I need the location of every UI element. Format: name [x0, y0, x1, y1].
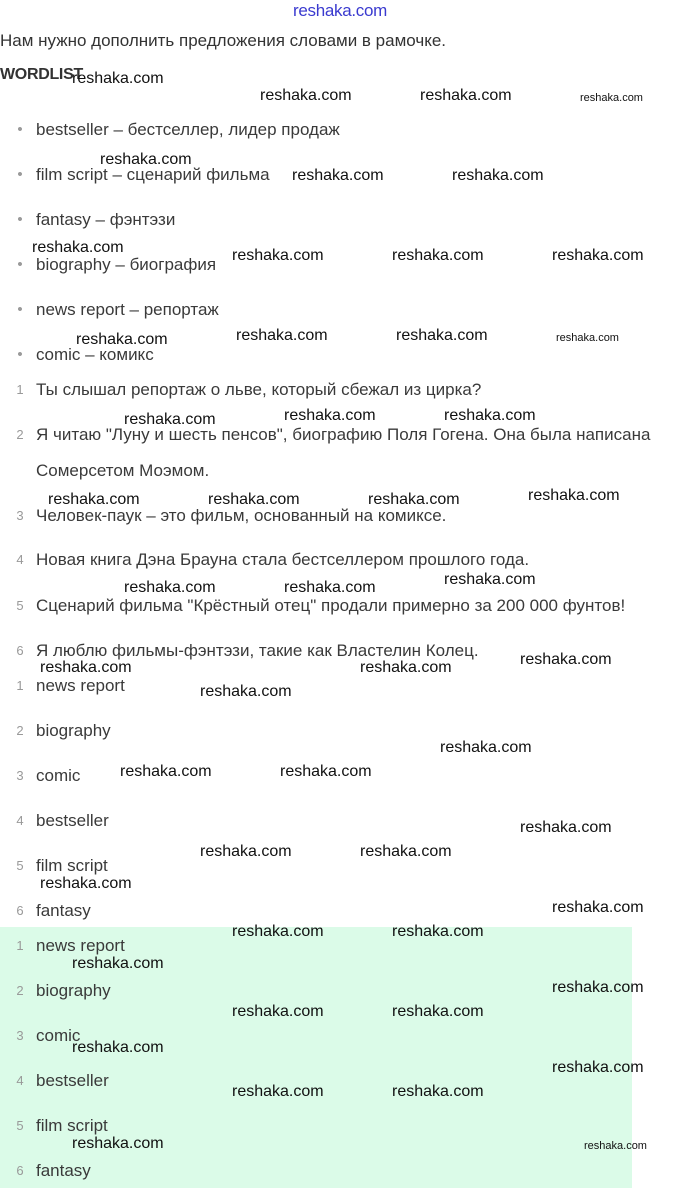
- watermark: reshaka.com: [360, 659, 452, 676]
- bullet-icon: •: [17, 166, 23, 183]
- intro-text: Нам нужно дополнить предложения словами в рамочке.: [0, 31, 447, 50]
- watermark: reshaka.com: [120, 763, 212, 780]
- watermark: reshaka.com: [584, 1140, 647, 1152]
- bullet-icon: •: [17, 346, 23, 363]
- wordlist-title: WORDLIST: [0, 66, 83, 83]
- watermark: reshaka.com: [40, 659, 132, 676]
- watermark: reshaka.com: [392, 1003, 484, 1020]
- watermark: reshaka.com: [552, 247, 644, 264]
- watermark: reshaka.com: [236, 327, 328, 344]
- watermark: reshaka.com: [76, 331, 168, 348]
- watermark: reshaka.com: [260, 87, 352, 104]
- watermark: reshaka.com: [392, 1083, 484, 1100]
- watermark: reshaka.com: [444, 407, 536, 424]
- watermark: reshaka.com: [100, 151, 192, 168]
- watermark: reshaka.com: [396, 327, 488, 344]
- watermark: reshaka.com: [72, 70, 164, 87]
- watermark: reshaka.com: [556, 332, 619, 344]
- watermark: reshaka.com: [72, 1039, 164, 1056]
- watermark: reshaka.com: [72, 955, 164, 972]
- watermark: reshaka.com: [520, 819, 612, 836]
- watermark: reshaka.com: [440, 739, 532, 756]
- bullet-icon: •: [17, 121, 23, 138]
- watermark: reshaka.com: [124, 411, 216, 428]
- watermark: reshaka.com: [520, 651, 612, 668]
- bullet-icon: •: [17, 256, 23, 273]
- watermark: reshaka.com: [232, 247, 324, 264]
- watermark: reshaka.com: [392, 247, 484, 264]
- watermark: reshaka.com: [200, 683, 292, 700]
- sentence-continuation: Сомерсетом Моэмом.: [36, 461, 210, 480]
- watermark: reshaka.com: [280, 763, 372, 780]
- bullet-icon: •: [17, 301, 23, 318]
- watermark: reshaka.com: [552, 1059, 644, 1076]
- watermark: reshaka.com: [284, 407, 376, 424]
- watermark: reshaka.com: [208, 491, 300, 508]
- watermark: reshaka.com: [444, 571, 536, 588]
- watermark: reshaka.com: [200, 843, 292, 860]
- watermark: reshaka.com: [232, 1003, 324, 1020]
- watermark: reshaka.com: [72, 1135, 164, 1152]
- watermark: reshaka.com: [552, 979, 644, 996]
- watermark: reshaka.com: [40, 875, 132, 892]
- watermark: reshaka.com: [420, 87, 512, 104]
- watermark: reshaka.com: [580, 92, 643, 104]
- watermark: reshaka.com: [452, 167, 544, 184]
- watermark: reshaka.com: [284, 579, 376, 596]
- watermark: reshaka.com: [392, 923, 484, 940]
- watermark: reshaka.com: [528, 487, 620, 504]
- watermark: reshaka.com: [32, 239, 124, 256]
- site-link[interactable]: reshaka.com: [292, 1, 388, 20]
- watermark: reshaka.com: [48, 491, 140, 508]
- watermark: reshaka.com: [232, 923, 324, 940]
- watermark: reshaka.com: [124, 579, 216, 596]
- watermark: reshaka.com: [292, 167, 384, 184]
- watermark: reshaka.com: [552, 899, 644, 916]
- watermark: reshaka.com: [368, 491, 460, 508]
- watermark: reshaka.com: [232, 1083, 324, 1100]
- bullet-icon: •: [17, 211, 23, 228]
- watermark: reshaka.com: [360, 843, 452, 860]
